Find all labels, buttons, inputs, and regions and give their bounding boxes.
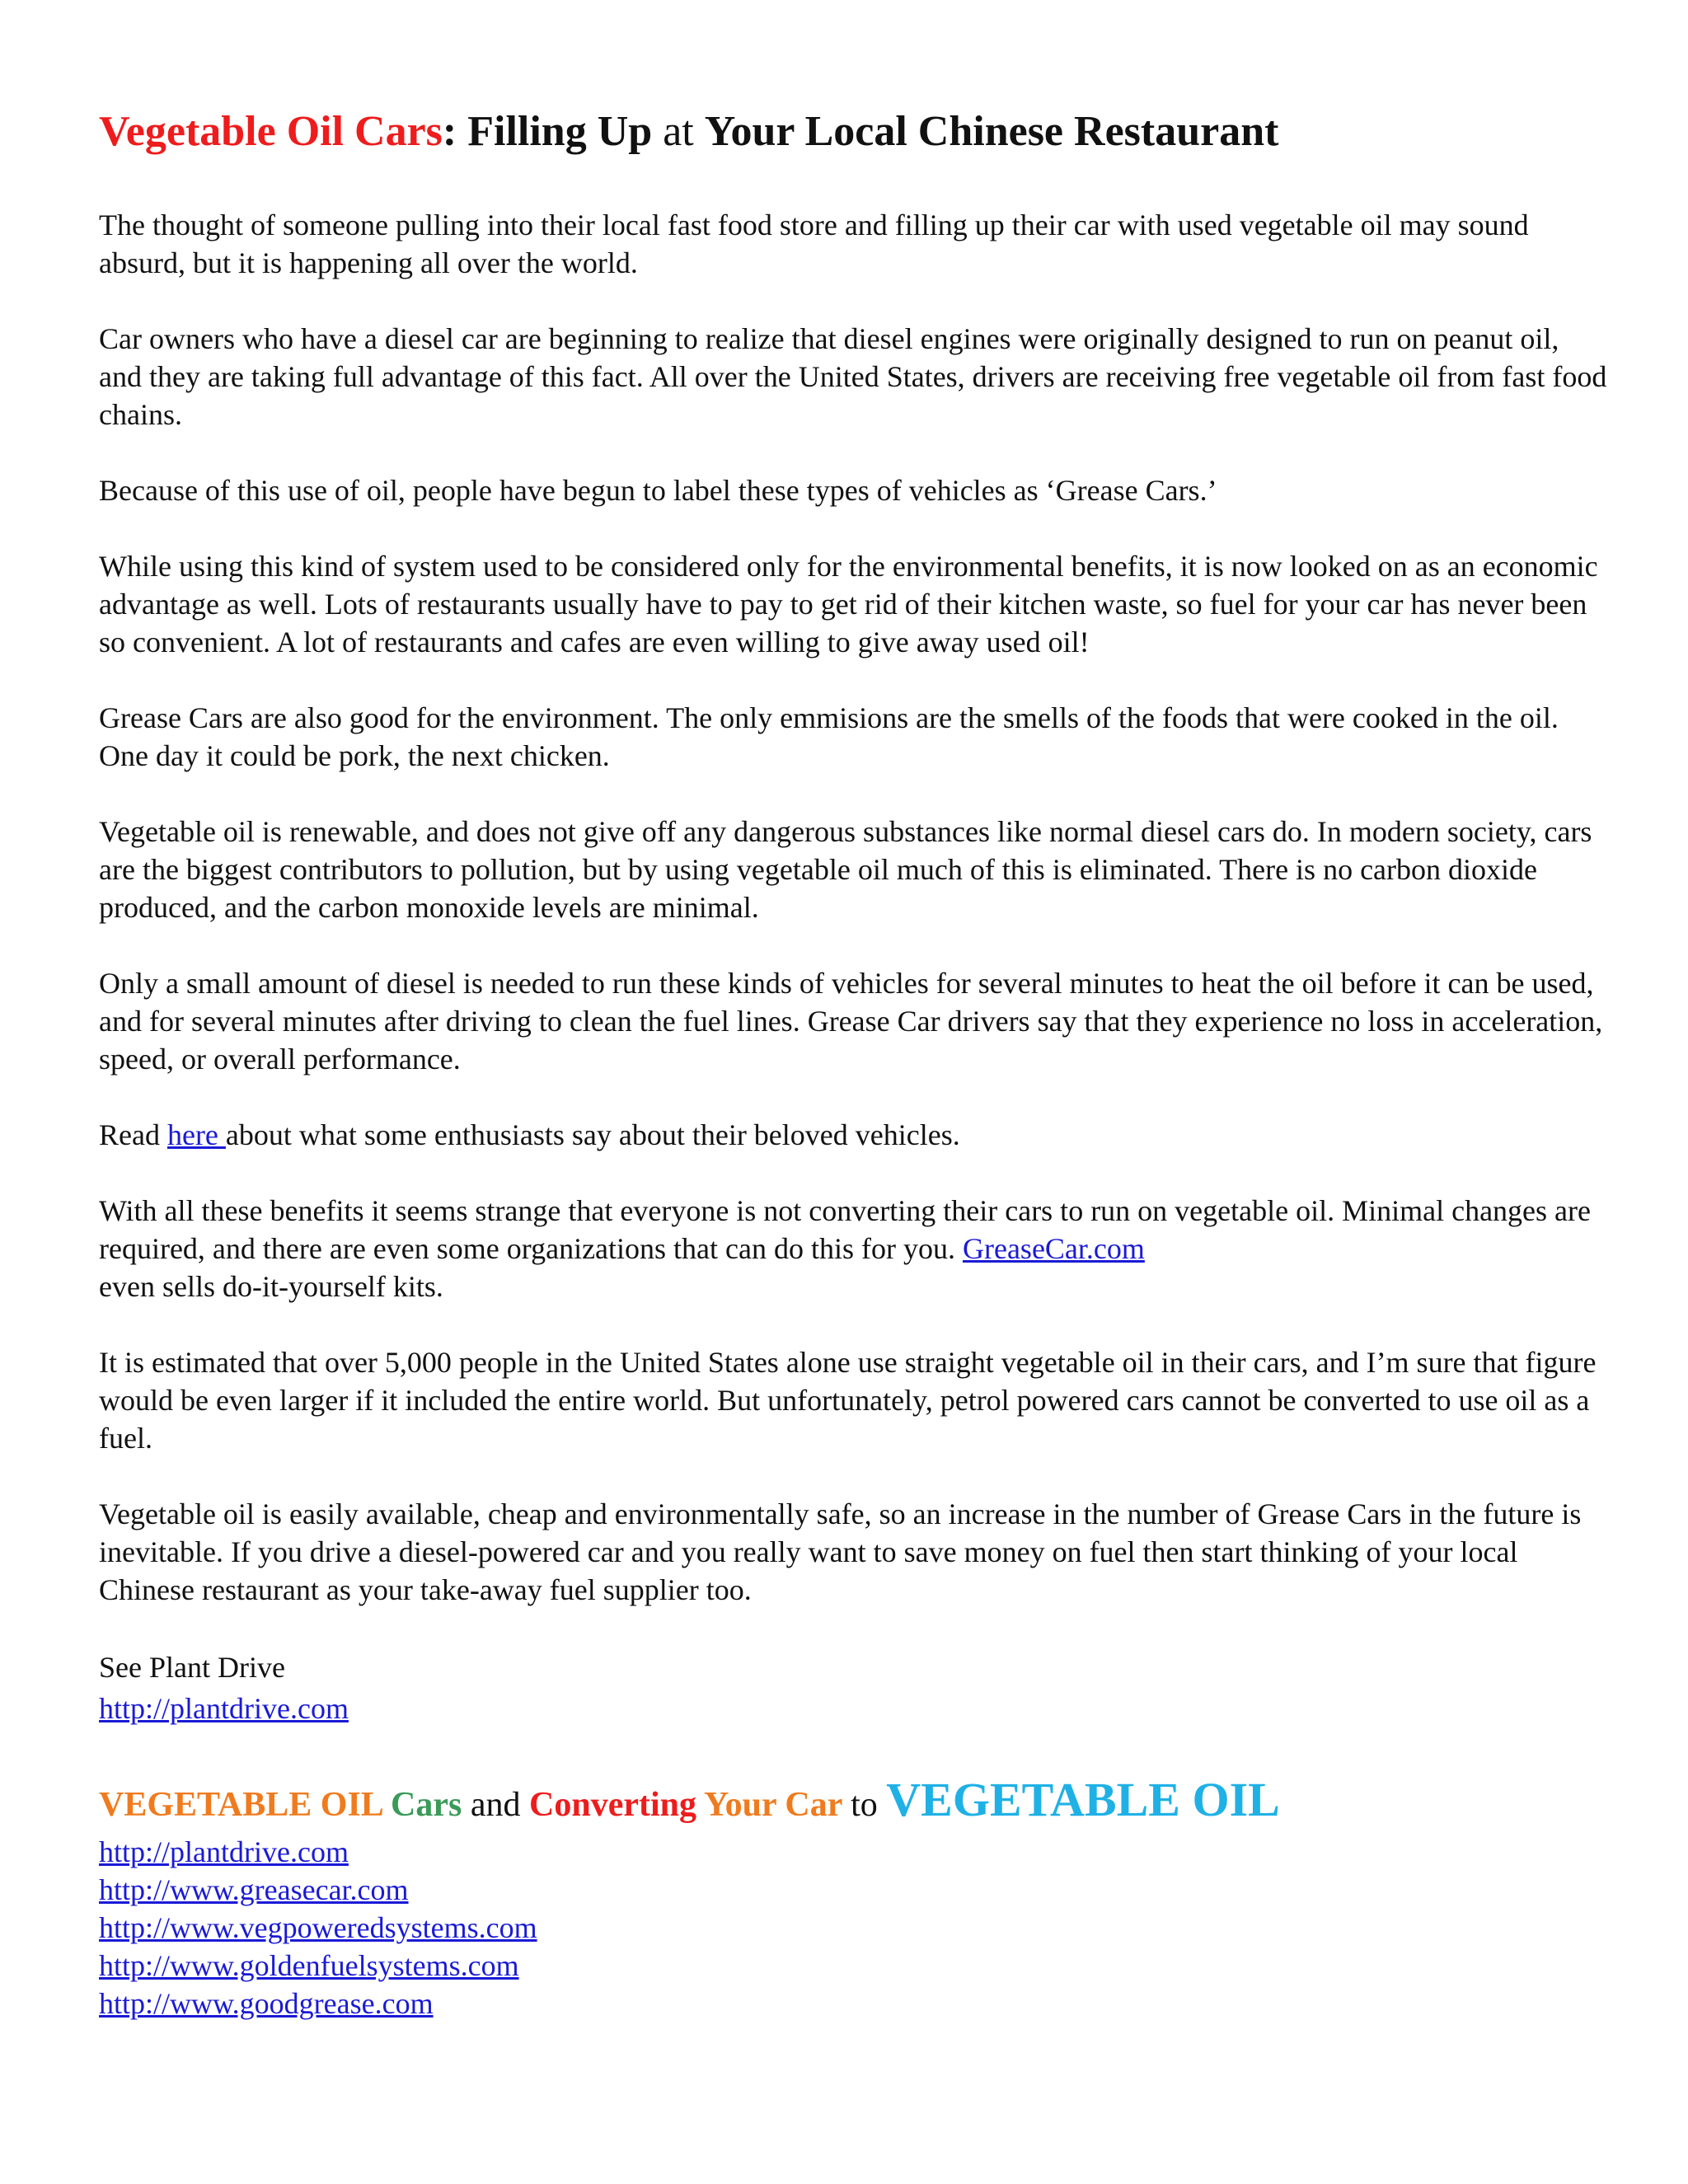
title-part-2: : Filling Up [442,108,653,155]
paragraph-9: Vegetable oil is easily available, cheap and environmentally safe, so an increase in the number of Grease Cars in the future is inevitable. If you drive a diesel-powered car and you really want to save money on fuel then start thinking of your local Chinese restaurant as your take-away fuel supplier too. [99,1497,1582,1606]
list-item [99,1985,1607,2022]
list-item [99,1833,1607,1871]
document-page [99,105,1607,2022]
title-part-3: at [652,108,705,155]
resources-heading [99,1773,1607,1828]
resource-links [99,1833,1607,2022]
paragraph-4: While using this kind of system used to be considered only for the environmental benefits, it is now looked on as an economic advantage as well. Lots of restaurants usually have to pay to get rid of their kitchen waste, so fuel for your car has never been so convenient. A lot of restaurants and cafes are even willing to give away used oil! [99,550,1598,658]
resource-link-greasecar[interactable]: http://www.greasecar.com [99,1873,409,1906]
title-part-1: Vegetable Oil Cars [99,108,443,155]
read-suffix: about what some enthusiasts say about their beloved vehicles. [225,1118,960,1151]
heading-vegetable-oil: VEGETABLE OIL [99,1786,382,1824]
heading-your-car: Your Car [703,1786,842,1824]
heading-to: to [851,1786,878,1824]
benefits-text: With all these benefits it seems strange that everyone is not converting their cars to run on vegetable oil. Minimal changes are required, and there are even some organizations that can do this for you. [99,1194,1591,1265]
benefits-suffix: even sells do-it-yourself kits. [99,1270,443,1303]
paragraph-6: Vegetable oil is renewable, and does not give off any dangerous substances like normal diesel cars do. In modern society, cars are the biggest contributors to pollution, but by using vegetable oil much of this is eliminated. There is no carbon dioxide produced, and the carbon monoxide levels are minimal. [99,815,1592,924]
plantdrive-link[interactable]: http://plantdrive.com [99,1692,349,1725]
here-link[interactable]: here [166,1118,226,1151]
resource-link-goldenfuelsystems[interactable]: http://www.goldenfuelsystems.com [99,1949,519,1982]
list-item [99,1947,1607,1985]
benefits-paragraph [99,1192,1607,1305]
list-item [99,1909,1607,1947]
article-title [99,105,1607,158]
title-part-4: Your Local Chinese Restaurant [704,108,1279,155]
paragraph-7: Only a small amount of diesel is needed to run these kinds of vehicles for several minutes to heat the oil before it can be used, and for several minutes after driving to clean the fuel lines. Grease Car drivers say that they experience no loss in acceleration, speed, or overall performance. [99,967,1603,1076]
paragraph-8: It is estimated that over 5,000 people in the United States alone use straight vegetable oil in their cars, and I’m sure that figure would be even larger if it included the entire world. But unfortunately, petrol powered cars cannot be converted to use oil as a fuel. [99,1346,1597,1455]
see-plant-drive: See Plant Drive [99,1651,285,1684]
heading-converting: Converting [529,1786,696,1824]
read-prefix: Read [99,1118,167,1151]
paragraph-5: Grease Cars are also good for the environment. The only emmisions are the smells of the foods that were cooked in the oil. One day it could be pork, the next chicken. [99,701,1559,772]
paragraph-1: The thought of someone pulling into their local fast food store and filling up their car with used vegetable oil may sound absurd, but it is happening all over the world. [99,209,1529,279]
greasecar-link[interactable]: GreaseCar.com [962,1232,1145,1265]
heading-and: and [470,1786,521,1824]
resource-link-goodgrease[interactable]: http://www.goodgrease.com [99,1987,434,2020]
heading-cars: Cars [391,1786,462,1824]
paragraph-3: Because of this use of oil, people have begun to label these types of vehicles as ‘Grease Cars.’ [99,474,1217,507]
resource-link-vegpoweredsystems[interactable]: http://www.vegpoweredsystems.com [99,1911,537,1944]
paragraph-2: Car owners who have a diesel car are beginning to realize that diesel engines were originally designed to run on peanut oil, and they are taking full advantage of this fact. All over the United States, drivers are receiving free vegetable oil from fast food chains. [99,322,1607,431]
list-item [99,1871,1607,1909]
heading-vegetable-oil-large: VEGETABLE OIL [886,1773,1280,1826]
resource-link-plantdrive[interactable]: http://plantdrive.com [99,1835,349,1868]
read-here-paragraph [99,1116,1607,1154]
